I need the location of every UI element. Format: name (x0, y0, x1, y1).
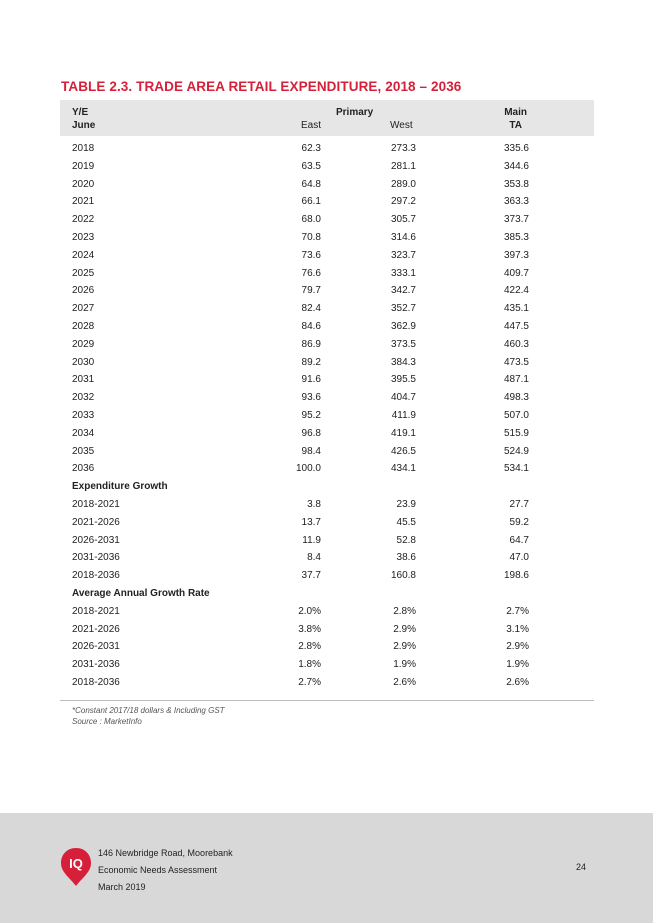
cell-value: 305.7 (390, 214, 416, 226)
cell-value: 2.7% (506, 605, 529, 617)
cell-value: 8.4 (307, 552, 321, 564)
cell-value: 160.8 (390, 570, 416, 582)
cell-value: 95.2 (301, 410, 321, 421)
row-label: 2031-2036 (72, 552, 120, 564)
row-label: 2028 (72, 321, 95, 332)
page-number: 24 (576, 862, 587, 872)
table-title: TABLE 2.3. TRADE AREA RETAIL EXPENDITURE, 2018 – 2036 (61, 79, 462, 94)
header-west: West (390, 120, 413, 131)
cell-value: 82.4 (301, 303, 321, 315)
cell-value: 76.6 (301, 267, 321, 279)
table-row (60, 639, 594, 657)
cell-value: 373.7 (503, 214, 529, 226)
cell-value: 487.1 (503, 374, 529, 386)
footer-report: Economic Needs Assessment (98, 865, 218, 875)
cell-value: 314.6 (390, 232, 416, 243)
note-constant: *Constant 2017/18 dollars & Including GST (72, 706, 225, 715)
table-row (60, 497, 594, 515)
cell-value: 507.0 (503, 410, 529, 421)
row-label: 2018-2036 (72, 677, 120, 688)
cell-value: 66.1 (301, 196, 321, 208)
cell-value: 2.8% (298, 641, 321, 653)
cell-value: 3.8 (307, 499, 321, 510)
cell-value: 2.9% (393, 641, 416, 653)
note-source: Source : MarketInfo (72, 717, 142, 726)
row-label: 2018-2021 (72, 499, 120, 510)
row-label: 2027 (72, 303, 95, 315)
table-row (60, 604, 594, 622)
table-row (60, 355, 594, 373)
cell-value: 3.8% (298, 623, 321, 635)
table-row (60, 337, 594, 355)
table-row (60, 550, 594, 568)
cell-value: 333.1 (390, 267, 416, 279)
row-label: 2033 (72, 410, 95, 421)
table-row (60, 657, 594, 675)
table-row (60, 515, 594, 533)
cell-value: 434.1 (390, 463, 416, 475)
cell-value: 2.9% (393, 623, 416, 635)
cell-value: 86.9 (301, 338, 321, 350)
cell-value: 344.6 (503, 160, 529, 172)
section-growth-rate: Average Annual Growth Rate (72, 588, 210, 599)
cell-value: 404.7 (390, 392, 416, 404)
table-row (60, 533, 594, 551)
cell-value: 27.7 (509, 499, 529, 510)
cell-value: 198.6 (503, 570, 529, 582)
row-label: 2029 (72, 338, 95, 350)
table-row (60, 230, 594, 248)
section-expenditure-growth: Expenditure Growth (72, 481, 168, 493)
cell-value: 422.4 (503, 285, 529, 297)
row-label: 2022 (72, 214, 95, 226)
cell-value: 395.5 (390, 374, 416, 386)
footer-address: 146 Newbridge Road, Moorebank (98, 848, 233, 858)
row-label: 2026-2031 (72, 641, 120, 653)
cell-value: 426.5 (390, 445, 416, 457)
footer-date: March 2019 (98, 882, 146, 892)
cell-value: 534.1 (503, 463, 529, 475)
cell-value: 2.6% (506, 677, 529, 688)
cell-value: 524.9 (503, 445, 529, 457)
cell-value: 64.8 (301, 178, 321, 190)
header-ye: Y/E (72, 107, 89, 118)
table-bottom-rule (60, 700, 594, 701)
table-row (60, 675, 594, 693)
row-label: 2026 (72, 285, 95, 297)
logo-text: IQ (69, 856, 83, 871)
cell-value: 352.7 (390, 303, 416, 315)
cell-value: 98.4 (301, 445, 321, 457)
cell-value: 515.9 (503, 427, 529, 439)
cell-value: 45.5 (396, 516, 416, 528)
cell-value: 2.0% (298, 605, 321, 617)
cell-value: 353.8 (503, 178, 529, 190)
cell-value: 38.6 (396, 552, 416, 564)
cell-value: 409.7 (503, 267, 529, 279)
header-ta: TA (509, 120, 522, 131)
cell-value: 460.3 (503, 338, 529, 350)
cell-value: 2.7% (298, 677, 321, 688)
table-row (60, 426, 594, 444)
row-label: 2036 (72, 463, 95, 475)
cell-value: 2.9% (506, 641, 529, 653)
table-row (60, 141, 594, 159)
cell-value: 297.2 (390, 196, 416, 208)
cell-value: 93.6 (301, 392, 321, 404)
row-label: 2032 (72, 392, 95, 404)
cell-value: 100.0 (295, 463, 321, 475)
row-label: 2026-2031 (72, 534, 120, 546)
cell-value: 11.9 (302, 534, 321, 546)
cell-value: 79.7 (301, 285, 321, 297)
row-label: 2024 (72, 249, 95, 261)
iq-logo (60, 847, 92, 887)
cell-value: 70.8 (301, 232, 321, 243)
table-row (60, 248, 594, 266)
cell-value: 273.3 (390, 143, 416, 154)
row-label: 2030 (72, 356, 95, 368)
cell-value: 373.5 (390, 338, 416, 350)
row-label: 2018-2021 (72, 605, 120, 617)
cell-value: 84.6 (301, 321, 321, 332)
cell-value: 62.3 (301, 143, 321, 154)
cell-value: 64.7 (509, 534, 529, 546)
cell-value: 498.3 (503, 392, 529, 404)
row-label: 2018 (72, 143, 95, 154)
cell-value: 411.9 (391, 410, 416, 421)
cell-value: 96.8 (301, 427, 321, 439)
cell-value: 47.0 (509, 552, 529, 564)
table-header (60, 100, 594, 136)
row-label: 2019 (72, 160, 95, 172)
cell-value: 473.5 (503, 356, 529, 368)
row-label: 2025 (72, 267, 95, 279)
cell-value: 91.6 (301, 374, 321, 386)
table-row (60, 372, 594, 390)
cell-value: 419.1 (390, 427, 416, 439)
cell-value: 362.9 (390, 321, 416, 332)
row-label: 2021-2026 (72, 623, 120, 635)
row-label: 2034 (72, 427, 95, 439)
cell-value: 384.3 (390, 356, 416, 368)
cell-value: 335.6 (503, 143, 529, 154)
cell-value: 23.9 (396, 499, 416, 510)
row-label: 2023 (72, 232, 95, 243)
row-label: 2021 (72, 196, 95, 208)
cell-value: 13.7 (301, 516, 321, 528)
cell-value: 447.5 (503, 321, 529, 332)
cell-value: 63.5 (301, 160, 321, 172)
cell-value: 1.9% (506, 659, 529, 671)
table-row (60, 283, 594, 301)
row-label: 2031 (72, 374, 95, 386)
table-row (60, 177, 594, 195)
table-row (60, 266, 594, 284)
table-row (60, 408, 594, 426)
cell-value: 1.9% (393, 659, 416, 671)
cell-value: 385.3 (503, 232, 529, 243)
row-label: 2031-2036 (72, 659, 120, 671)
table-row (60, 159, 594, 177)
cell-value: 2.6% (393, 677, 416, 688)
cell-value: 52.8 (396, 534, 416, 546)
table-row (60, 622, 594, 640)
header-main: Main (504, 107, 527, 118)
cell-value: 68.0 (301, 214, 321, 226)
table-row (60, 319, 594, 337)
row-label: 2021-2026 (72, 516, 120, 528)
cell-value: 342.7 (390, 285, 416, 297)
cell-value: 281.1 (390, 160, 416, 172)
table-row (60, 461, 594, 479)
cell-value: 3.1% (506, 623, 529, 635)
cell-value: 89.2 (301, 356, 321, 368)
cell-value: 73.6 (301, 249, 321, 261)
header-primary: Primary (336, 107, 374, 118)
row-label: 2035 (72, 445, 95, 457)
cell-value: 289.0 (390, 178, 416, 190)
table-row (60, 212, 594, 230)
cell-value: 37.7 (301, 570, 321, 582)
row-label: 2020 (72, 178, 95, 190)
cell-value: 397.3 (503, 249, 529, 261)
table-row (60, 568, 594, 586)
cell-value: 2.8% (393, 605, 416, 617)
header-east: East (300, 120, 321, 131)
row-label: 2018-2036 (72, 570, 120, 582)
header-june: June (72, 120, 96, 131)
cell-value: 323.7 (390, 249, 416, 261)
cell-value: 435.1 (503, 303, 529, 315)
table-row (60, 194, 594, 212)
cell-value: 363.3 (503, 196, 529, 208)
cell-value: 59.2 (509, 516, 529, 528)
table-row (60, 444, 594, 462)
table-row (60, 301, 594, 319)
table-row (60, 390, 594, 408)
cell-value: 1.8% (298, 659, 321, 671)
